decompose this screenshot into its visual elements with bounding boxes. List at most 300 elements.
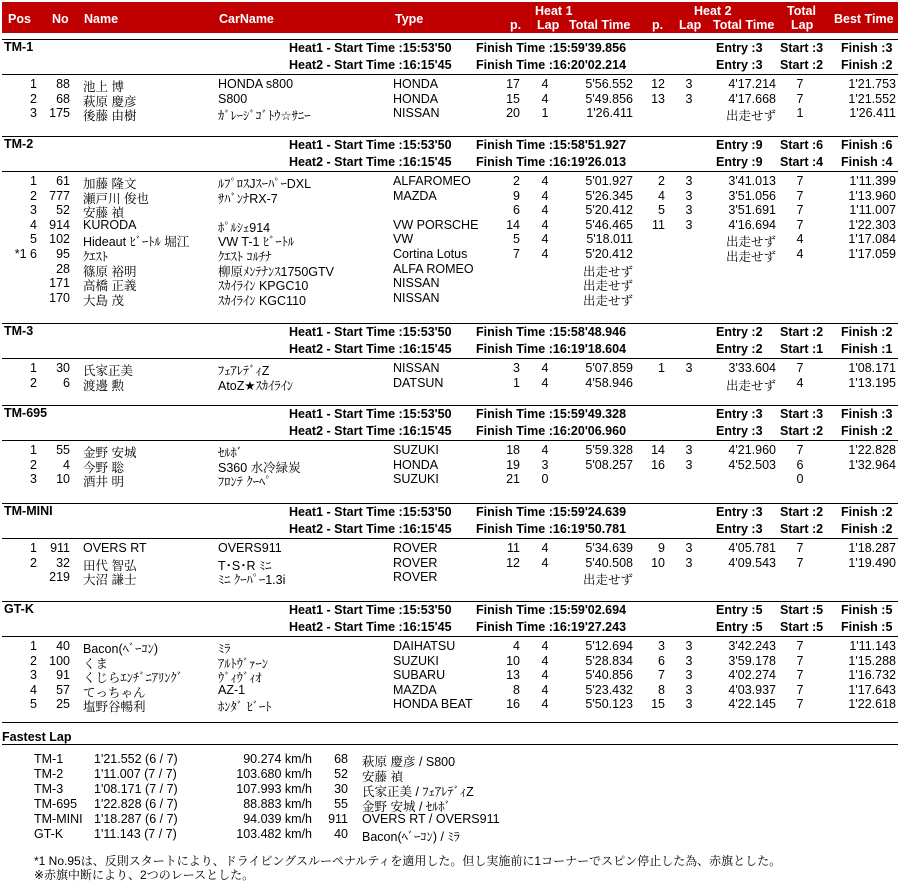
heat2-entry-count: Entry :2 xyxy=(716,342,763,356)
heat1-finish-count: Finish :3 xyxy=(841,41,893,55)
heat1-start-count: Start :3 xyxy=(780,41,824,55)
heat1-position-cell: 3 xyxy=(513,361,520,375)
heat2-position-cell: 15 xyxy=(651,697,665,712)
car-number-cell: 777 xyxy=(49,188,70,203)
car-name-cell: ｱﾙﾄｳﾞｧｰﾝ xyxy=(218,656,269,671)
heat1-total-time-cell: 出走せず xyxy=(582,264,633,279)
car-number-cell: 10 xyxy=(56,472,70,487)
fastest-lap-car-number: 52 xyxy=(334,767,348,781)
heat1-total-time-cell: 5'46.465 xyxy=(585,217,633,232)
car-type-cell: ROVER xyxy=(393,555,438,570)
heat2-total-time-cell: 出走せず xyxy=(725,250,776,264)
heat1-total-time-cell: 5'23.432 xyxy=(585,682,633,697)
car-name-cell: ﾌｪｱﾚﾃﾞｨZ xyxy=(218,364,270,378)
heat1-lap-cell: 4 xyxy=(541,697,549,712)
heat1-start-count: Start :5 xyxy=(780,603,824,617)
heat2-finish-count: Finish :2 xyxy=(841,424,893,438)
heat1-position-cell: 15 xyxy=(506,91,520,106)
heat2-start-time: Heat2 - Start Time :16:15'45 xyxy=(289,620,452,634)
heat1-total-time-cell: 5'20.412 xyxy=(585,247,633,261)
total-lap-cell: 7 xyxy=(796,541,804,555)
pos-cell: 3 xyxy=(30,203,37,218)
fastest-lap-time: 1'21.552 (6 / 7) xyxy=(94,752,178,766)
heat1-position-cell: 6 xyxy=(513,203,520,218)
driver-name-cell: KURODA xyxy=(83,217,137,232)
heat2-lap-cell: 3 xyxy=(685,697,693,712)
heat1-lap-cell: 4 xyxy=(541,555,549,570)
car-number-cell: 91 xyxy=(56,668,70,683)
car-name-cell: S360 水冷緑炭 xyxy=(218,460,301,475)
car-name-cell: S800 xyxy=(218,91,248,106)
best-time-cell: 1'08.171 xyxy=(848,361,896,375)
pos-cell: 4 xyxy=(30,682,37,697)
heat1-position-cell: 13 xyxy=(506,668,520,683)
heat2-start-count: Start :1 xyxy=(780,342,824,356)
heat1-lap-cell: 4 xyxy=(541,361,549,375)
car-type-cell: NISSAN xyxy=(393,290,440,305)
total-lap-cell: 7 xyxy=(796,77,804,91)
fastest-lap-class: TM-1 xyxy=(34,752,64,766)
pos-cell: 3 xyxy=(30,668,37,683)
heat2-position-cell: 16 xyxy=(651,457,665,472)
best-time-cell: 1'17.643 xyxy=(848,682,896,697)
heat2-entry-count: Entry :3 xyxy=(716,522,763,536)
heat2-position-cell: 9 xyxy=(658,541,665,555)
best-time-cell: 1'13.195 xyxy=(848,375,896,390)
heat1-lap-cell: 4 xyxy=(541,668,549,683)
heat2-start-time: Heat2 - Start Time :16:15'45 xyxy=(289,155,452,169)
total-lap-cell: 4 xyxy=(796,375,804,390)
car-type-cell: HONDA xyxy=(393,77,439,91)
car-name-cell: ﾙﾌﾟﾛｽJｽｰﾊﾟｰDXL xyxy=(218,177,312,191)
total-lap-cell: 7 xyxy=(796,682,804,697)
car-number-cell: 40 xyxy=(56,639,70,653)
section-rule xyxy=(2,636,898,637)
fastest-lap-time: 1'18.287 (6 / 7) xyxy=(94,812,178,826)
total-lap-cell: 1 xyxy=(796,106,804,121)
car-name-cell: HONDA s800 xyxy=(218,77,294,91)
total-lap-cell: 7 xyxy=(796,697,804,712)
best-time-cell: 1'26.411 xyxy=(849,106,896,121)
heat2-lap-cell: 3 xyxy=(685,443,693,457)
heat2-lap-cell: 3 xyxy=(685,203,693,218)
car-name-cell: ｳﾞｨｳﾞｨｵ xyxy=(218,671,262,686)
heat2-total-time-cell: 4'21.960 xyxy=(728,443,776,457)
heat2-start-time: Heat2 - Start Time :16:15'45 xyxy=(289,522,452,536)
driver-name-cell: 今野 聡 xyxy=(83,460,124,475)
driver-name-cell: OVERS RT xyxy=(83,541,147,555)
heat2-position-cell: 14 xyxy=(651,443,665,457)
driver-name-cell: 池上 博 xyxy=(83,80,124,94)
total-lap-cell: 7 xyxy=(796,555,804,570)
car-type-cell: HONDA BEAT xyxy=(393,697,473,712)
car-number-cell: 28 xyxy=(56,261,70,276)
heat2-start-count: Start :2 xyxy=(780,424,824,438)
fastest-lap-time: 1'08.171 (7 / 7) xyxy=(94,782,178,796)
heat1-finish-count: Finish :5 xyxy=(841,603,893,617)
best-time-cell: 1'13.960 xyxy=(848,188,896,203)
pos-cell: 1 xyxy=(30,77,37,91)
header-no: No xyxy=(52,12,69,26)
car-type-cell: MAZDA xyxy=(393,682,437,697)
heat1-lap-cell: 4 xyxy=(541,174,549,188)
fastest-lap-class: TM-3 xyxy=(34,782,64,796)
driver-name-cell: 後藤 由樹 xyxy=(83,109,137,124)
fastest-lap-driver: Bacon(ﾍﾞｰｺﾝ) / ﾐﾗ xyxy=(362,830,460,844)
heat2-total-time-cell: 4'17.214 xyxy=(728,77,776,91)
heat1-start-count: Start :6 xyxy=(780,138,824,152)
car-number-cell: 95 xyxy=(56,247,70,261)
heat1-start-count: Start :2 xyxy=(780,505,824,519)
section-top-rule xyxy=(2,136,898,137)
heat1-lap-cell: 4 xyxy=(541,375,549,390)
car-name-cell: AtoZ★ｽｶｲﾗｲﾝ xyxy=(218,378,294,393)
fastest-lap-driver: 金野 安城 / ｾﾙﾎﾞ xyxy=(362,800,451,814)
heat1-start-time: Heat1 - Start Time :15:53'50 xyxy=(289,407,452,421)
fastest-lap-driver: 氏家正美 / ﾌｪｱﾚﾃﾞｨZ xyxy=(362,785,474,799)
note-penalty: *1 No.95は、反則スタートにより、ドライビングスルーペナルティを適用した。但し実施前に1コーナーでスピン停止した為、赤旗とした。 xyxy=(34,854,782,868)
best-time-cell: 1'21.753 xyxy=(848,77,896,91)
heat2-entry-count: Entry :3 xyxy=(716,58,763,72)
heat2-finish-count: Finish :2 xyxy=(841,522,893,536)
heat2-lap-cell: 3 xyxy=(685,77,693,91)
driver-name-cell: Hideaut ﾋﾞｰﾄﾙ 堀江 xyxy=(83,235,190,250)
car-type-cell: SUZUKI xyxy=(393,472,439,487)
car-type-cell: NISSAN xyxy=(393,361,440,375)
heat1-finish-time: Finish Time :15:58'51.927 xyxy=(476,138,627,152)
total-lap-cell: 0 xyxy=(796,472,804,487)
header-best-time: Best Time xyxy=(834,12,894,26)
best-time-cell: 1'32.964 xyxy=(848,457,896,472)
heat1-total-time-cell: 5'20.412 xyxy=(585,203,633,218)
total-lap-cell: 4 xyxy=(796,232,804,247)
best-time-cell: 1'11.007 xyxy=(849,203,896,218)
heat2-total-time-cell: 3'59.178 xyxy=(728,653,776,668)
car-type-cell: ROVER xyxy=(393,570,438,585)
car-number-cell: 914 xyxy=(49,217,70,232)
car-type-cell: DAIHATSU xyxy=(393,639,456,653)
section-rule xyxy=(2,358,898,359)
header-heat2-lap: Lap xyxy=(679,18,702,32)
pos-cell: 1 xyxy=(30,541,37,555)
heat1-entry-count: Entry :3 xyxy=(716,505,763,519)
heat1-lap-cell: 4 xyxy=(541,443,549,457)
pos-cell: 2 xyxy=(30,457,37,472)
heat2-entry-count: Entry :5 xyxy=(716,620,763,634)
heat2-total-time-cell: 4'52.503 xyxy=(728,457,776,472)
fastest-lap-time: 1'22.828 (6 / 7) xyxy=(94,797,178,811)
heat2-position-cell: 4 xyxy=(658,188,665,203)
heat1-position-cell: 18 xyxy=(506,443,520,457)
heat1-position-cell: 10 xyxy=(506,653,520,668)
header-heat1-total-time: Total Time xyxy=(569,18,631,32)
car-name-cell: ﾎﾟﾙｼｪ914 xyxy=(218,220,271,235)
fastest-lap-time: 1'11.143 (7 / 7) xyxy=(94,827,177,841)
section-top-rule xyxy=(2,39,898,40)
heat2-total-time-cell: 3'42.243 xyxy=(728,639,776,653)
heat2-finish-count: Finish :5 xyxy=(841,620,893,634)
heat2-start-count: Start :2 xyxy=(780,58,824,72)
car-type-cell: MAZDA xyxy=(393,188,437,203)
heat1-position-cell: 11 xyxy=(507,541,520,555)
heat2-total-time-cell: 4'17.668 xyxy=(728,91,776,106)
heat1-total-time-cell: 5'18.011 xyxy=(586,232,633,247)
fastest-lap-speed: 103.680 km/h xyxy=(236,767,312,781)
header-pos: Pos xyxy=(8,12,31,26)
driver-name-cell: 塩野谷暢利 xyxy=(83,700,146,715)
total-lap-cell: 7 xyxy=(796,443,804,457)
heat2-position-cell: 12 xyxy=(651,77,665,91)
note-red-flag: ※赤旗中断により、2つのレースとした。 xyxy=(34,868,255,882)
section-top-rule xyxy=(2,601,898,602)
fastest-lap-speed: 107.993 km/h xyxy=(236,782,312,796)
heat1-position-cell: 2 xyxy=(513,174,520,188)
car-type-cell: HONDA xyxy=(393,91,439,106)
car-number-cell: 170 xyxy=(49,290,70,305)
heat1-start-count: Start :2 xyxy=(780,325,824,339)
heat2-total-time-cell: 出走せず xyxy=(725,378,776,393)
heat1-total-time-cell: 5'34.639 xyxy=(585,541,633,555)
pos-cell: 2 xyxy=(30,653,37,668)
heat2-total-time-cell: 4'09.543 xyxy=(728,555,776,570)
heat2-total-time-cell: 出走せず xyxy=(725,109,776,124)
heat2-finish-count: Finish :1 xyxy=(841,342,893,356)
heat1-total-time-cell: 1'26.411 xyxy=(586,106,633,121)
total-lap-cell: 7 xyxy=(796,653,804,668)
heat1-position-cell: 21 xyxy=(506,472,520,487)
heat2-finish-time: Finish Time :16:19'18.604 xyxy=(476,342,627,356)
heat1-entry-count: Entry :2 xyxy=(716,325,763,339)
car-number-cell: 100 xyxy=(49,653,70,668)
car-number-cell: 102 xyxy=(49,232,70,247)
car-name-cell: ｾﾙﾎﾞ xyxy=(218,446,244,460)
heat2-total-time-cell: 4'05.781 xyxy=(728,541,776,555)
pos-cell: 1 xyxy=(30,443,37,457)
heat2-total-time-cell: 出走せず xyxy=(725,235,776,250)
heat1-entry-count: Entry :3 xyxy=(716,407,763,421)
heat1-position-cell: 17 xyxy=(506,77,520,91)
car-name-cell: ﾐﾆ ｸｰﾊﾟｰ1.3i xyxy=(218,573,286,588)
fastest-lap-car-number: 911 xyxy=(328,812,348,826)
driver-name-cell: ｸｴｽﾄ xyxy=(83,250,109,264)
heat1-finish-count: Finish :2 xyxy=(841,325,893,339)
car-name-cell: ﾎﾝﾀﾞ ﾋﾞｰﾄ xyxy=(218,700,272,715)
pos-cell: 5 xyxy=(30,697,37,712)
car-name-cell: OVERS911 xyxy=(218,541,282,555)
car-type-cell: VW PORSCHE xyxy=(393,217,479,232)
best-time-cell: 1'11.399 xyxy=(849,174,896,188)
heat2-lap-cell: 3 xyxy=(685,188,693,203)
driver-name-cell: 渡邊 勲 xyxy=(83,378,124,393)
heat2-lap-cell: 3 xyxy=(685,541,693,555)
section-rule xyxy=(2,538,898,539)
driver-name-cell: 瀬戸川 俊也 xyxy=(83,191,149,206)
heat2-position-cell: 10 xyxy=(651,555,665,570)
fastest-lap-rule xyxy=(2,744,898,745)
heat2-total-time-cell: 3'51.056 xyxy=(728,188,776,203)
heat2-start-time: Heat2 - Start Time :16:15'45 xyxy=(289,342,452,356)
fastest-lap-speed: 94.039 km/h xyxy=(243,812,312,826)
car-type-cell: DATSUN xyxy=(393,375,444,390)
pos-cell: 3 xyxy=(30,106,37,121)
driver-name-cell: 大島 茂 xyxy=(83,293,124,308)
heat1-total-time-cell: 4'58.946 xyxy=(585,375,633,390)
car-number-cell: 68 xyxy=(56,91,70,106)
heat1-total-time-cell: 5'40.508 xyxy=(585,555,633,570)
heat2-lap-cell: 3 xyxy=(685,457,693,472)
car-number-cell: 4 xyxy=(63,457,70,472)
heat2-finish-count: Finish :4 xyxy=(841,155,893,169)
heat1-start-time: Heat1 - Start Time :15:53'50 xyxy=(289,41,452,55)
header-total-lap: Lap xyxy=(791,18,814,32)
section-top-rule xyxy=(2,503,898,504)
section-top-rule xyxy=(2,405,898,406)
header-heat2-total-time: Total Time xyxy=(713,18,775,32)
heat2-total-time-cell: 3'41.013 xyxy=(728,174,776,188)
total-lap-cell: 7 xyxy=(796,188,804,203)
header-name: Name xyxy=(84,12,119,26)
heat2-lap-cell: 3 xyxy=(685,555,693,570)
heat1-finish-count: Finish :2 xyxy=(841,505,893,519)
total-lap-cell: 7 xyxy=(796,203,804,218)
heat2-lap-cell: 3 xyxy=(685,174,693,188)
car-number-cell: 219 xyxy=(49,570,70,585)
heat2-finish-time: Finish Time :16:20'02.214 xyxy=(476,58,627,72)
heat1-total-time-cell: 5'59.328 xyxy=(585,443,633,457)
car-number-cell: 171 xyxy=(49,276,70,291)
section-rule xyxy=(2,171,898,172)
total-lap-cell: 7 xyxy=(796,361,804,375)
car-name-cell: T･S･R ﾐﾆ xyxy=(218,558,272,573)
heat1-lap-cell: 3 xyxy=(541,457,549,472)
heat1-total-time-cell: 出走せず xyxy=(582,279,633,294)
fastest-lap-title: Fastest Lap xyxy=(2,730,72,744)
car-number-cell: 911 xyxy=(50,541,70,555)
car-number-cell: 30 xyxy=(56,361,70,375)
heat1-lap-cell: 4 xyxy=(541,653,549,668)
car-name-cell: ｽｶｲﾗｲﾝ KPGC10 xyxy=(218,279,309,294)
heat1-total-time-cell: 5'08.257 xyxy=(585,457,633,472)
heat2-start-time: Heat2 - Start Time :16:15'45 xyxy=(289,58,452,72)
total-lap-cell: 4 xyxy=(796,247,804,261)
fastest-lap-driver: 萩原 慶彦 / S800 xyxy=(362,755,456,769)
heat1-finish-time: Finish Time :15:59'49.328 xyxy=(476,407,627,421)
driver-name-cell: 高橋 正義 xyxy=(83,279,137,294)
heat1-total-time-cell: 5'50.123 xyxy=(585,697,633,712)
car-type-cell: NISSAN xyxy=(393,106,440,121)
heat1-position-cell: 8 xyxy=(513,682,520,697)
heat1-lap-cell: 4 xyxy=(541,639,549,653)
pos-cell: 1 xyxy=(30,174,37,188)
section-title: TM-2 xyxy=(4,137,34,151)
section-title: TM-MINI xyxy=(4,504,53,518)
driver-name-cell: Bacon(ﾍﾞｰｺﾝ) xyxy=(83,642,159,656)
heat2-position-cell: 11 xyxy=(652,217,665,232)
heat2-position-cell: 13 xyxy=(651,91,665,106)
heat2-entry-count: Entry :9 xyxy=(716,155,763,169)
header-type: Type xyxy=(395,12,424,26)
heat1-lap-cell: 4 xyxy=(541,682,549,697)
heat2-position-cell: 6 xyxy=(658,653,665,668)
heat1-lap-cell: 4 xyxy=(541,91,549,106)
heat1-position-cell: 16 xyxy=(506,697,520,712)
heat1-finish-time: Finish Time :15:59'39.856 xyxy=(476,41,627,55)
car-type-cell: NISSAN xyxy=(393,276,440,291)
driver-name-cell: 安藤 禎 xyxy=(83,206,124,221)
car-type-cell: Cortina Lotus xyxy=(393,247,468,261)
heat1-position-cell: 9 xyxy=(513,188,520,203)
car-type-cell: SUZUKI xyxy=(393,443,439,457)
heat2-finish-time: Finish Time :16:19'26.013 xyxy=(476,155,627,169)
section-top-rule xyxy=(2,323,898,324)
header-heat1-lap: Lap xyxy=(537,18,560,32)
heat1-position-cell: 4 xyxy=(513,639,520,653)
best-time-cell: 1'22.303 xyxy=(848,217,896,232)
car-number-cell: 57 xyxy=(56,682,70,697)
heat1-total-time-cell: 出走せず xyxy=(582,293,633,308)
header-heat1-p: p. xyxy=(510,18,522,32)
heat1-lap-cell: 4 xyxy=(541,247,549,261)
heat1-start-time: Heat1 - Start Time :15:53'50 xyxy=(289,138,452,152)
heat2-total-time-cell: 4'16.694 xyxy=(728,217,776,232)
heat2-total-time-cell: 4'22.145 xyxy=(728,697,776,712)
heat2-lap-cell: 3 xyxy=(685,639,693,653)
heat1-total-time-cell: 出走せず xyxy=(582,573,633,588)
pos-cell: 5 xyxy=(30,232,37,247)
driver-name-cell: くじらｴﾝﾁﾞﾆｱﾘﾝｸﾞ xyxy=(83,671,184,686)
heat1-start-count: Start :3 xyxy=(780,407,824,421)
car-type-cell: ROVER xyxy=(393,541,438,555)
fastest-lap-class: TM-695 xyxy=(34,797,78,811)
pos-cell: 2 xyxy=(30,375,37,390)
fastest-lap-time: 1'11.007 (7 / 7) xyxy=(94,767,177,781)
pos-cell: 1 xyxy=(30,361,37,375)
heat1-finish-time: Finish Time :15:59'24.639 xyxy=(476,505,627,519)
heat2-start-count: Start :5 xyxy=(780,620,824,634)
heat2-total-time-cell: 4'02.274 xyxy=(728,668,776,683)
heat2-lap-cell: 3 xyxy=(685,668,693,683)
heat2-finish-time: Finish Time :16:19'27.243 xyxy=(476,620,627,634)
section-title: TM-1 xyxy=(4,40,34,54)
pos-cell: 4 xyxy=(30,217,37,232)
driver-name-cell: 萩原 慶彦 xyxy=(83,94,137,109)
heat1-lap-cell: 4 xyxy=(541,541,549,555)
header-total: Total xyxy=(787,4,816,18)
best-time-cell: 1'17.084 xyxy=(848,232,896,247)
fastest-lap-car-number: 68 xyxy=(334,752,348,766)
heat2-position-cell: 8 xyxy=(658,682,665,697)
car-type-cell: SUBARU xyxy=(393,668,446,683)
total-lap-cell: 7 xyxy=(796,639,804,653)
heat2-lap-cell: 3 xyxy=(685,217,693,232)
heat1-total-time-cell: 5'56.552 xyxy=(585,77,633,91)
fastest-lap-class: TM-MINI xyxy=(34,812,83,826)
car-type-cell: HONDA xyxy=(393,457,439,472)
car-name-cell: VW T-1 ﾋﾞｰﾄﾙ xyxy=(218,235,295,250)
heat1-lap-cell: 1 xyxy=(541,106,549,121)
car-number-cell: 175 xyxy=(49,106,70,121)
car-name-cell: ｸｴｽﾄ ｺﾙﾁﾅ xyxy=(218,250,272,264)
section-rule xyxy=(2,74,898,75)
car-name-cell: 柳原ﾒﾝﾃﾅﾝｽ1750GTV xyxy=(218,264,335,279)
heat2-finish-count: Finish :2 xyxy=(841,58,893,72)
heat2-start-count: Start :2 xyxy=(780,522,824,536)
driver-name-cell: 酒井 明 xyxy=(83,475,124,490)
car-number-cell: 61 xyxy=(56,174,70,188)
header-heat1: Heat 1 xyxy=(535,4,573,18)
heat1-position-cell: 20 xyxy=(506,106,520,121)
fastest-lap-car-number: 40 xyxy=(334,827,348,841)
